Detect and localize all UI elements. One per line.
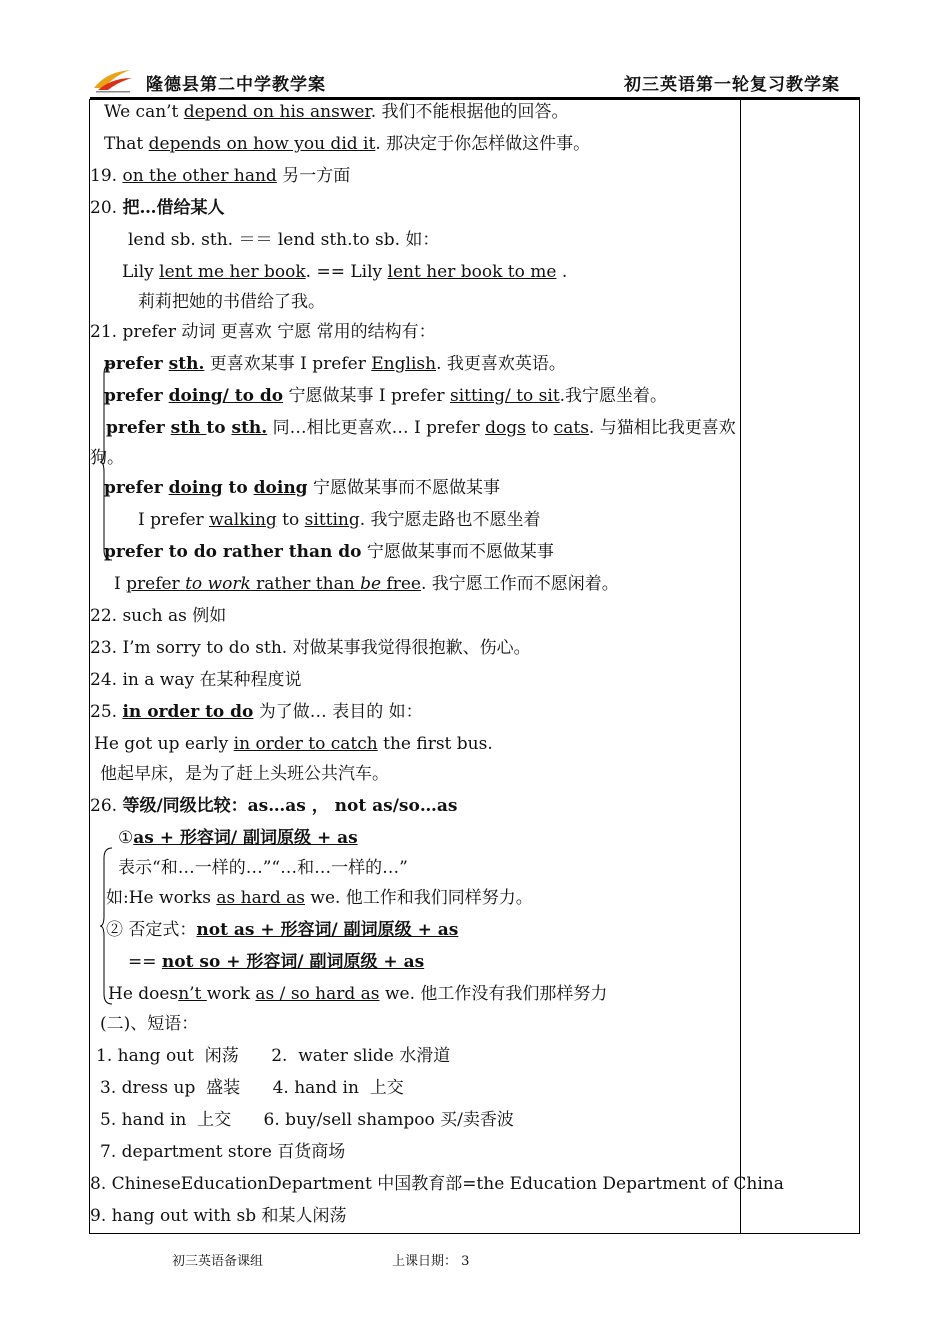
example-line: We can’t depend on his answer. 我们不能根据他的回答。	[104, 102, 569, 122]
item-20: 20. 把…借给某人	[90, 198, 225, 218]
school-name: 隆德县第二中学教学案	[146, 75, 326, 95]
footer-date: 上课日期： 3	[392, 1254, 470, 1269]
structure-line: == not so + 形容词/ 副词原级 + as	[128, 952, 425, 972]
structure-line: prefer doing to doing 宁愿做某事而不愿做某事	[104, 478, 500, 498]
phrase-line: 8. ChineseEducationDepartment 中国教育部=the Education Department of China	[90, 1174, 784, 1194]
item-25: 25. in order to do 为了做… 表目的 如：	[90, 702, 423, 722]
structure-line: ①as + 形容词/ 副词原级 + as	[118, 828, 358, 848]
item-19: 19. on the other hand 另一方面	[90, 166, 351, 186]
example-line: lend sb. sth. ＝＝ lend sth.to sb. 如：	[128, 230, 440, 250]
phrase-line: 5. hand in 上交 6. buy/sell shampoo 买/卖香波	[100, 1110, 514, 1130]
section-heading: (二)、短语：	[100, 1014, 199, 1034]
page-number: 3	[461, 1254, 470, 1269]
phrase-line: 3. dress up 盛装 4. hand in 上交	[100, 1078, 404, 1098]
column-divider	[740, 99, 741, 1234]
example-line: That depends on how you did it. 那决定于你怎样做这件事。	[104, 134, 591, 154]
translation-line: 莉莉把她的书借给了我。	[138, 292, 325, 312]
item-21: 21. prefer 动词 更喜欢 宁愿 常用的结构有：	[90, 322, 436, 342]
phrase-line: 7. department store 百货商场	[100, 1142, 346, 1162]
structure-line: prefer to do rather than do 宁愿做某事而不愿做某事	[104, 542, 554, 562]
phrase-line: 9. hang out with sb 和某人闲荡	[90, 1206, 347, 1226]
translation-line: 狗。	[90, 448, 124, 468]
example-line: I prefer walking to sitting. 我宁愿走路也不愿坐着	[138, 510, 541, 530]
example-line: I prefer to work rather than be free. 我宁愿工作而不愿闲着。	[114, 574, 619, 594]
structure-line: prefer doing/ to do 宁愿做某事 I prefer sitting/ to sit.我宁愿坐着。	[104, 386, 668, 406]
structure-line: prefer sth. 更喜欢某事 I prefer English. 我更喜欢英语。	[104, 354, 566, 374]
item-23: 23. I’m sorry to do sth. 对做某事我觉得很抱歉、伤心。	[90, 638, 531, 658]
note-line: 表示“和…一样的…”“…和…一样的…”	[118, 858, 408, 878]
footer-group: 初三英语备课组	[172, 1254, 264, 1269]
example-line: He doesn’t work as / so hard as we. 他工作没有我们那样努力	[108, 984, 608, 1004]
item-24: 24. in a way 在某种程度说	[90, 670, 302, 690]
page-header	[90, 64, 860, 99]
phrase-line: 1. hang out 闲荡 2. water slide 水滑道	[96, 1046, 451, 1066]
item-22: 22. such as 例如	[90, 606, 227, 626]
course-title: 初三英语第一轮复习教学案	[624, 75, 840, 95]
example-line: Lily lent me her book. == Lily lent her book to me .	[122, 262, 568, 282]
school-logo-icon	[92, 66, 134, 94]
structure-line: ② 否定式：not as + 形容词/ 副词原级 + as	[106, 920, 459, 940]
item-26: 26. 等级/同级比较：as…as ， not as/so…as	[90, 796, 458, 816]
example-line: He got up early in order to catch the first bus.	[94, 734, 493, 754]
translation-line: 他起早床，是为了赶上头班公共汽车。	[100, 764, 389, 784]
example-line: 如:He works as hard as we. 他工作和我们同样努力。	[106, 888, 533, 908]
structure-line: prefer sth to sth. 同…相比更喜欢… I prefer dogs to cats. 与猫相比我更喜欢	[106, 418, 736, 438]
